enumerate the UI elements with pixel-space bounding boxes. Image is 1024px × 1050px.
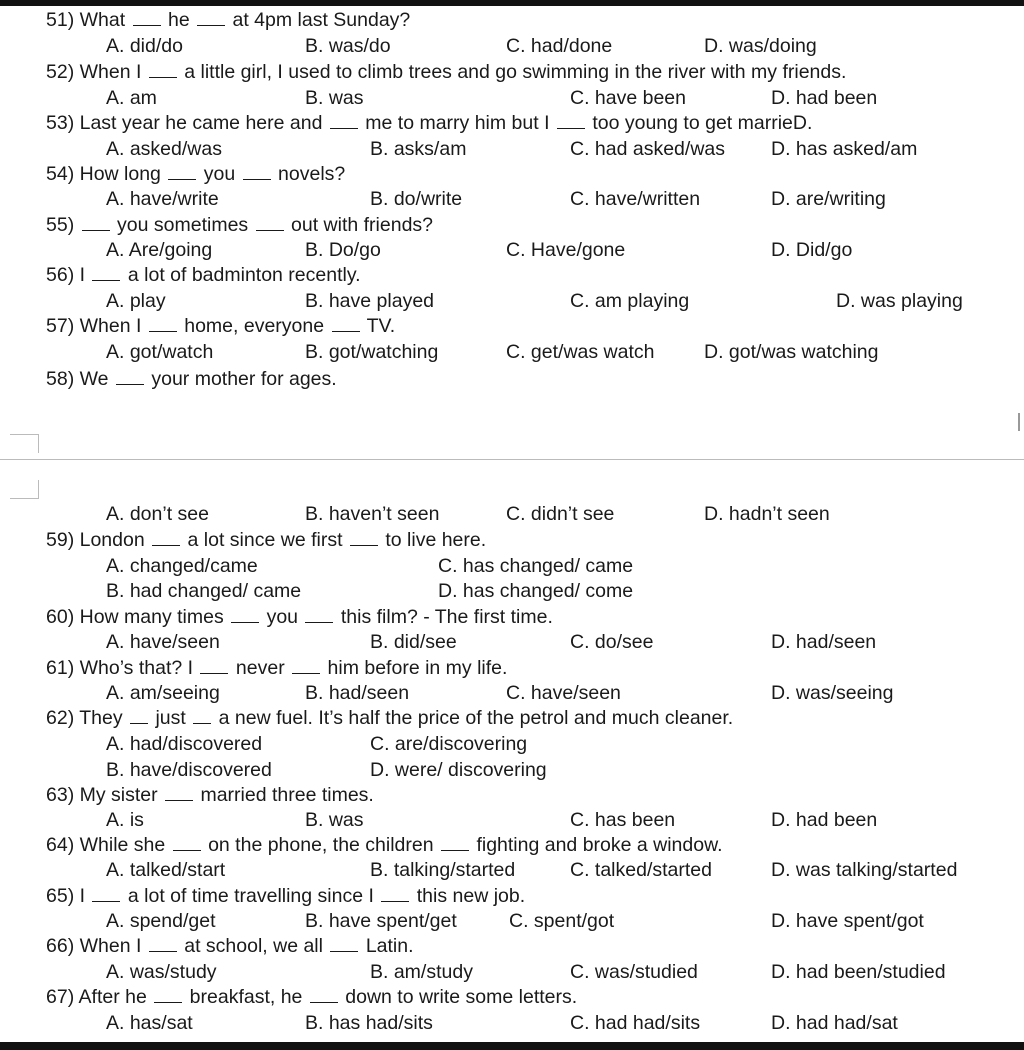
option: B. do/write [370, 188, 463, 210]
option: D. had been/studied [771, 961, 946, 983]
answer-blank [310, 987, 338, 1003]
question-53: 53) Last year he came here and me to marry him but I too young to get marrieD. [46, 112, 813, 134]
answer-blank [82, 215, 110, 231]
option: C. have/seen [506, 682, 621, 704]
option: A. am/seeing [106, 682, 220, 704]
answer-blank [92, 886, 120, 902]
answer-blank [332, 316, 360, 332]
option: C. talked/started [570, 859, 712, 881]
option: D. Did/go [771, 239, 853, 261]
answer-blank [256, 215, 284, 231]
bottom-edge-bar [0, 1042, 1024, 1050]
option: C. have/written [570, 188, 701, 210]
option: C. has changed/ came [438, 555, 634, 577]
answer-blank [168, 164, 196, 180]
option: D. got/was watching [704, 341, 879, 363]
option: D. hadn’t seen [704, 503, 830, 525]
option: A. spend/get [106, 910, 216, 932]
option: D. had been [771, 809, 878, 831]
option: C. spent/got [509, 910, 615, 932]
option: D. was/seeing [771, 682, 894, 704]
option: B. has had/sits [305, 1012, 433, 1034]
option: A. talked/start [106, 859, 226, 881]
option: D. were/ discovering [370, 759, 547, 781]
option: A. play [106, 290, 166, 312]
option: A. changed/came [106, 555, 258, 577]
answer-blank [557, 113, 585, 129]
crop-mark-top [10, 434, 39, 453]
option: B. have spent/get [305, 910, 457, 932]
option: B. did/see [370, 631, 457, 653]
question-62: 62) They just a new fuel. It’s half the price of the petrol and much cleaner. [46, 707, 734, 729]
option: B. had changed/ came [106, 580, 302, 602]
option: B. have/discovered [106, 759, 272, 781]
answer-blank [152, 530, 180, 546]
option: C. had asked/was [570, 138, 726, 160]
answer-blank [243, 164, 271, 180]
option: C. are/discovering [370, 733, 528, 755]
question-67: 67) After he breakfast, he down to write some letters. [46, 986, 578, 1008]
answer-blank [330, 936, 358, 952]
answer-blank [165, 785, 193, 801]
answer-blank [231, 607, 259, 623]
option: A. don’t see [106, 503, 209, 525]
question-60: 60) How many times you this film? - The first time. [46, 606, 553, 628]
question-59: 59) London a lot since we first to live here. [46, 529, 487, 551]
option: A. Are/going [106, 239, 213, 261]
question-51: 51) What he at 4pm last Sunday? [46, 9, 411, 31]
answer-blank [193, 708, 211, 724]
option: D. had had/sat [771, 1012, 898, 1034]
page-edge-mark [1018, 413, 1020, 431]
option: A. did/do [106, 35, 183, 57]
answer-blank [92, 265, 120, 281]
answer-blank [149, 316, 177, 332]
question-56: 56) I a lot of badminton recently. [46, 264, 361, 286]
question-64: 64) While she on the phone, the children fighting and broke a window. [46, 834, 723, 856]
option: B. got/watching [305, 341, 439, 363]
option: C. had/done [506, 35, 613, 57]
question-54: 54) How long you novels? [46, 163, 346, 185]
option: C. didn’t see [506, 503, 615, 525]
option: B. haven’t seen [305, 503, 440, 525]
answer-blank [200, 658, 228, 674]
answer-blank [330, 113, 358, 129]
option: B. was [305, 809, 364, 831]
option: D. was playing [836, 290, 963, 312]
option: B. am/study [370, 961, 473, 983]
option: A. have/seen [106, 631, 220, 653]
option: D. was talking/started [771, 859, 958, 881]
question-66: 66) When I at school, we all Latin. [46, 935, 414, 957]
page-break-divider [0, 459, 1024, 460]
answer-blank [173, 835, 201, 851]
question-52: 52) When I a little girl, I used to climb trees and go swimming in the river with my friends. [46, 61, 847, 83]
option: D. had/seen [771, 631, 877, 653]
option: C. do/see [570, 631, 654, 653]
question-65: 65) I a lot of time travelling since I this new job. [46, 885, 526, 907]
option: A. got/watch [106, 341, 214, 363]
answer-blank [116, 369, 144, 385]
question-58: 58) We your mother for ages. [46, 368, 337, 390]
option: A. had/discovered [106, 733, 263, 755]
option: A. asked/was [106, 138, 222, 160]
answer-blank [441, 835, 469, 851]
option: B. was/do [305, 35, 391, 57]
option: B. Do/go [305, 239, 381, 261]
question-63: 63) My sister married three times. [46, 784, 374, 806]
top-edge-bar [0, 0, 1024, 6]
answer-blank [197, 10, 225, 26]
answer-blank [154, 987, 182, 1003]
answer-blank [292, 658, 320, 674]
option: C. was/studied [570, 961, 698, 983]
option: C. am playing [570, 290, 690, 312]
option: D. had been [771, 87, 878, 109]
question-61: 61) Who’s that? I never him before in my life. [46, 657, 508, 679]
option: B. asks/am [370, 138, 467, 160]
option: D. has changed/ come [438, 580, 634, 602]
answer-blank [149, 936, 177, 952]
crop-mark-bottom [10, 480, 39, 499]
option: C. Have/gone [506, 239, 626, 261]
answer-blank [149, 62, 177, 78]
option: A. is [106, 809, 144, 831]
option: B. have played [305, 290, 435, 312]
option: D. has asked/am [771, 138, 918, 160]
option: A. am [106, 87, 157, 109]
answer-blank [130, 708, 148, 724]
option: C. have been [570, 87, 687, 109]
option: D. was/doing [704, 35, 817, 57]
option: C. get/was watch [506, 341, 655, 363]
option: B. talking/started [370, 859, 516, 881]
option: C. has been [570, 809, 676, 831]
option: B. had/seen [305, 682, 410, 704]
answer-blank [381, 886, 409, 902]
answer-blank [305, 607, 333, 623]
question-57: 57) When I home, everyone TV. [46, 315, 396, 337]
option: D. have spent/got [771, 910, 924, 932]
option: B. was [305, 87, 364, 109]
answer-blank [133, 10, 161, 26]
option: A. have/write [106, 188, 219, 210]
option: D. are/writing [771, 188, 886, 210]
question-55: 55) you sometimes out with friends? [46, 214, 434, 236]
answer-blank [350, 530, 378, 546]
option: C. had had/sits [570, 1012, 701, 1034]
option: A. has/sat [106, 1012, 193, 1034]
option: A. was/study [106, 961, 217, 983]
